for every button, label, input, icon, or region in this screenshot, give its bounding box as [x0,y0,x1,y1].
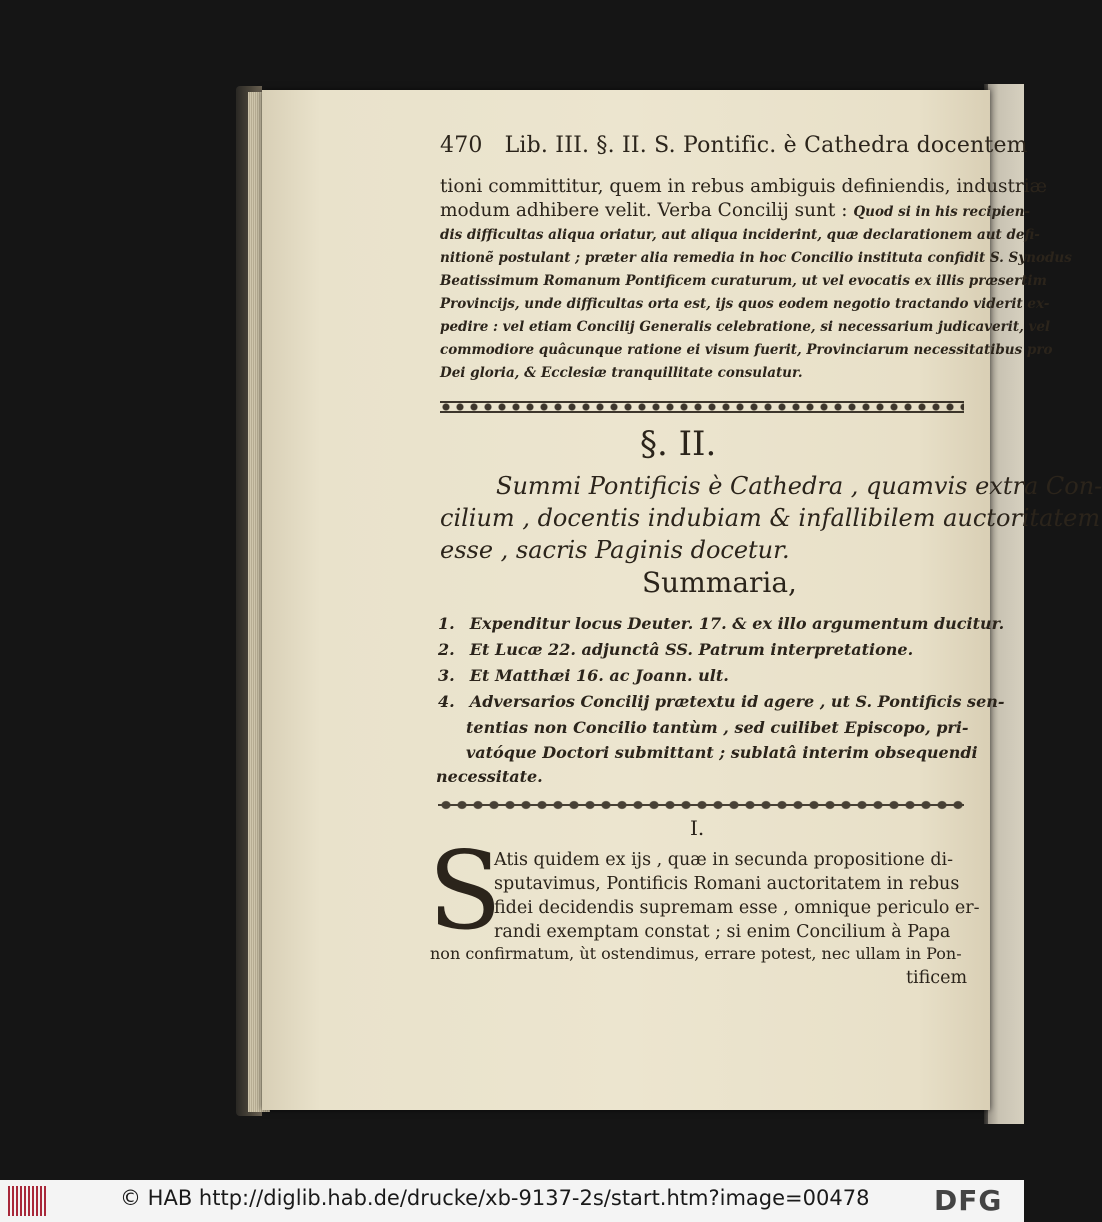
main-line-2: sputavimus, Pontificis Romani auctoritatem in rebus [494,874,960,894]
footer-credit-link[interactable]: © HAB http://diglib.hab.de/drucke/xb-9137-2s/start.htm?image=00478 [120,1186,870,1210]
quote-inline: Quod si in his recipien- [853,204,1031,220]
main-line-3: fidei decidendis supremam esse , omnique periculo er- [494,898,980,918]
summaria-item-1 [438,614,1004,633]
quote-line-4: Provincijs, unde difficultas orta est, ijs quos eodem negotio tractando viderit ex- [440,296,1050,312]
main-line-4: randi exemptam constat ; si enim Concilium à Papa [494,922,951,942]
summaria-num-1: 1. [438,614,455,633]
main-line-1: Atis quidem ex ijs , quæ in secunda propositione di- [494,850,954,870]
summaria-item-2 [438,640,913,659]
body-line-2 [440,200,1030,221]
running-head [440,133,1028,158]
ornament-band-top [440,396,964,418]
running-head-title: Lib. III. §. II. S. Pontific. è Cathedra docentem [504,133,1028,158]
quote-line-6: commodiore quâcunque ratione ei visum fuerit, Provinciarum necessitatibus pro [440,342,1053,358]
summaria-text-4: Adversarios Concilij prætextu id agere , ut S. Pontificis sen- [469,692,1005,711]
section-title: §. II. [640,424,717,464]
summaria-cont-1: tentias non Concilio tantùm , sed cuilibet Episcopo, pri- [466,718,969,737]
quote-line-1: dis difficultas aliqua oriatur, aut aliqua inciderint, quæ declarationem aut defi- [440,227,1040,243]
quote-line-7: Dei gloria, & Ecclesiæ tranquillitate consulatur. [440,365,803,381]
hab-logo-icon [8,1186,48,1216]
section-subtitle-line-1: Summi Pontificis è Cathedra , quamvis extra Con- [496,472,1102,500]
summaria-text-2: Et Lucæ 22. adjunctâ SS. Patrum interpretatione. [469,640,914,659]
quote-line-5: pedire : vel etiam Concilij Generalis celebratione, si necessarium judicaverit, vel [440,319,1051,335]
quote-line-3: Beatissimum Romanum Pontificem curaturum, ut vel evocatis ex illis præsertim [440,273,1047,289]
paragraph-number: I. [690,816,705,840]
drop-cap-initial: S [428,829,502,954]
summaria-num-3: 3. [438,666,455,685]
summaria-cont-2: vatóque Doctori submittant ; sublatâ interim obsequendi [466,743,978,762]
main-line-6: tificem [906,968,968,988]
section-subtitle-line-3: esse , sacris Paginis docetur. [440,536,790,564]
summaria-num-2: 2. [438,640,455,659]
summaria-heading: Summaria, [642,566,797,599]
dfg-logo: DFG [934,1184,1003,1217]
section-subtitle-line-2: cilium , docentis indubiam & infallibilem auctoritatem [440,504,1101,532]
summaria-text-1: Expenditur locus Deuter. 17. & ex illo argumentum ducitur. [469,614,1005,633]
body-line-2-text: modum adhibere velit. Verba Concilij sunt : [440,200,848,221]
summaria-item-4 [438,692,1005,711]
ornament-band-bottom [438,798,964,812]
summaria-cont-3: necessitate. [436,767,543,786]
page-number: 470 [440,133,483,158]
body-line-1: tioni committitur, quem in rebus ambiguis definiendis, industriæ [440,176,1048,197]
summaria-text-3: Et Matthæi 16. ac Joann. ult. [469,666,729,685]
summaria-num-4: 4. [438,692,455,711]
summaria-item-3 [438,666,729,685]
main-line-5: non confirmatum, ùt ostendimus, errare potest, nec ullam in Pon- [430,944,962,963]
quote-line-2: nitionẽ postulant ; præter alia remedia in hoc Concilio instituta confidit S. Synodus [440,250,1072,266]
